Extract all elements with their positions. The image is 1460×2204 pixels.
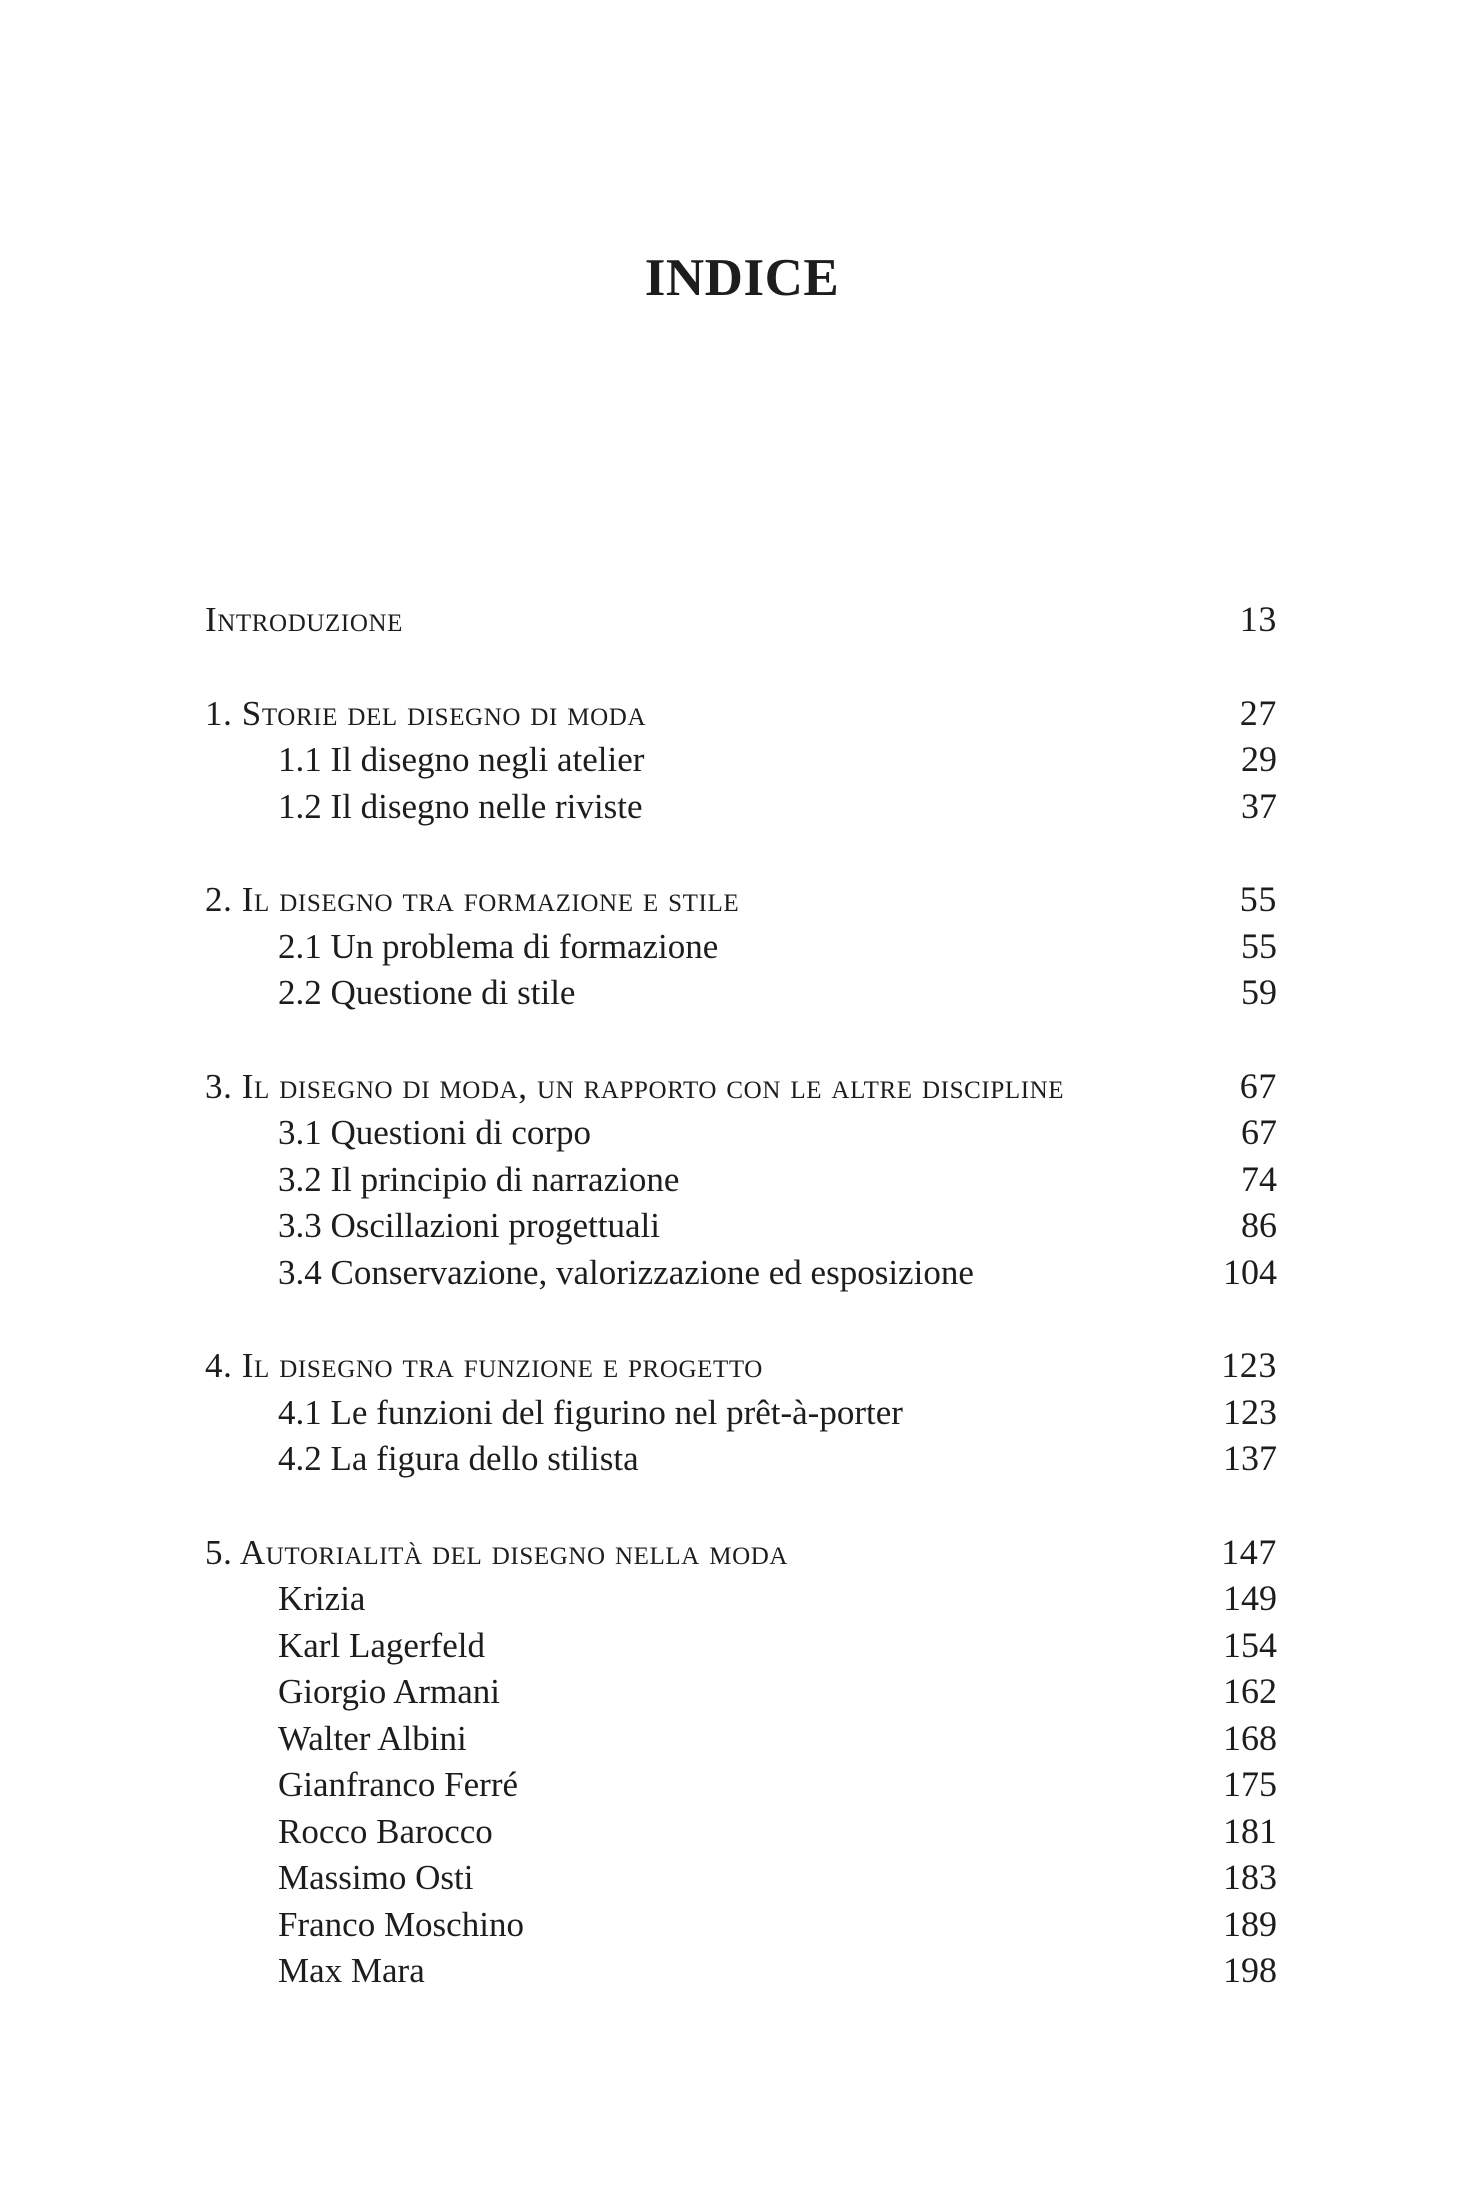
- toc-chapter-4[interactable]: [205, 1342, 1277, 1389]
- toc-page-number: 59: [1241, 972, 1277, 1012]
- toc-section-massimo-osti[interactable]: [205, 1854, 1277, 1901]
- toc-page-number: 189: [1223, 1903, 1277, 1944]
- toc-chapter-2[interactable]: [205, 876, 1277, 923]
- toc-section-1-2[interactable]: [205, 783, 1277, 830]
- table-of-contents: [205, 596, 1277, 1994]
- toc-chapter-label: 3. Il disegno di moda, un rapporto con le altre discipline: [205, 1066, 1065, 1106]
- toc-section-4-1[interactable]: [205, 1389, 1277, 1436]
- toc-section-label: 2.1 Un problema di formazione: [278, 926, 719, 966]
- section-spacer: [205, 643, 1277, 690]
- toc-section-label: Gianfranco Ferré: [278, 1765, 519, 1804]
- toc-entry-label: Introduzione: [205, 600, 403, 639]
- toc-chapter-label: 4. Il disegno tra funzione e progetto: [205, 1346, 763, 1385]
- toc-page-number: 168: [1223, 1717, 1277, 1758]
- toc-page-number: 154: [1223, 1624, 1277, 1665]
- toc-section-rocco-barocco[interactable]: [205, 1808, 1277, 1855]
- section-spacer: [205, 829, 1277, 876]
- toc-section-2-2[interactable]: [205, 969, 1277, 1016]
- toc-chapter-3[interactable]: [205, 1063, 1277, 1110]
- toc-chapter-label: 5. Autorialità del disegno nella moda: [205, 1532, 789, 1572]
- toc-section-1-1[interactable]: [205, 736, 1277, 783]
- toc-page-number: 67: [1239, 1065, 1277, 1106]
- toc-page-number: 183: [1223, 1857, 1277, 1897]
- toc-page-number: 104: [1223, 1251, 1277, 1292]
- page-title: INDICE: [644, 248, 840, 307]
- toc-section-label: Massimo Osti: [278, 1858, 474, 1897]
- toc-section-krizia[interactable]: [205, 1575, 1277, 1622]
- toc-section-label: Max Mara: [278, 1951, 425, 1990]
- toc-section-label: 1.2 Il disegno nelle riviste: [278, 786, 643, 826]
- toc-section-franco-moschino[interactable]: [205, 1901, 1277, 1948]
- toc-section-gianfranco-ferre[interactable]: [205, 1761, 1277, 1808]
- toc-section-label: 1.1 Il disegno negli atelier: [278, 740, 645, 779]
- toc-section-karl-lagerfeld[interactable]: [205, 1622, 1277, 1669]
- toc-section-label: Karl Lagerfeld: [278, 1625, 485, 1665]
- toc-section-label: 3.1 Questioni di corpo: [278, 1113, 592, 1152]
- toc-section-3-2[interactable]: [205, 1156, 1277, 1203]
- toc-section-label: 4.1 Le funzioni del figurino nel prêt-à-porter: [278, 1392, 903, 1432]
- toc-page-number: 67: [1241, 1112, 1277, 1152]
- toc-section-giorgio-armani[interactable]: [205, 1668, 1277, 1715]
- toc-section-label: Krizia: [278, 1579, 366, 1618]
- toc-section-label: Walter Albini: [278, 1718, 467, 1758]
- toc-section-label: 3.3 Oscillazioni progettuali: [278, 1206, 660, 1245]
- toc-section-label: 3.2 Il principio di narrazione: [278, 1159, 680, 1199]
- toc-page-number: 198: [1223, 1950, 1277, 1990]
- toc-page-number: 29: [1241, 739, 1277, 779]
- toc-section-3-1[interactable]: [205, 1109, 1277, 1156]
- section-spacer: [205, 1482, 1277, 1529]
- toc-section-label: Rocco Barocco: [278, 1811, 493, 1851]
- toc-page-number: 123: [1223, 1391, 1277, 1432]
- toc-section-3-4[interactable]: [205, 1249, 1277, 1296]
- toc-page-number: 86: [1241, 1205, 1277, 1245]
- toc-section-2-1[interactable]: [205, 923, 1277, 970]
- toc-section-4-2[interactable]: [205, 1435, 1277, 1482]
- section-spacer: [205, 1016, 1277, 1063]
- toc-section-label: 2.2 Questione di stile: [278, 973, 576, 1012]
- toc-page-number: 55: [1239, 879, 1277, 919]
- toc-entry-introduction[interactable]: [205, 596, 1277, 643]
- toc-page-number: 137: [1223, 1438, 1277, 1478]
- toc-page-number: 123: [1221, 1345, 1277, 1385]
- toc-section-3-3[interactable]: [205, 1202, 1277, 1249]
- toc-chapter-label: 2. Il disegno tra formazione e stile: [205, 880, 740, 919]
- toc-page-number: 181: [1223, 1810, 1277, 1851]
- toc-page-number: 37: [1241, 785, 1277, 826]
- toc-page-number: 27: [1239, 692, 1277, 733]
- toc-section-label: 3.4 Conservazione, valorizzazione ed esposizione: [278, 1252, 974, 1292]
- toc-chapter-5[interactable]: [205, 1529, 1277, 1576]
- toc-section-walter-albini[interactable]: [205, 1715, 1277, 1762]
- toc-section-label: Giorgio Armani: [278, 1672, 500, 1711]
- section-spacer: [205, 1295, 1277, 1342]
- toc-page-number: 147: [1221, 1531, 1277, 1572]
- toc-chapter-1[interactable]: [205, 690, 1277, 737]
- toc-page-number: 162: [1223, 1671, 1277, 1711]
- toc-section-label: 4.2 La figura dello stilista: [278, 1439, 639, 1478]
- toc-section-label: Franco Moschino: [278, 1904, 524, 1944]
- toc-page-number: 175: [1223, 1764, 1277, 1804]
- toc-page-number: 13: [1239, 599, 1277, 639]
- toc-page-number: 149: [1223, 1578, 1277, 1618]
- toc-page-number: 55: [1241, 925, 1277, 966]
- toc-chapter-label: 1. Storie del disegno di moda: [205, 693, 647, 733]
- toc-page-number: 74: [1241, 1158, 1277, 1199]
- toc-section-max-mara[interactable]: [205, 1947, 1277, 1994]
